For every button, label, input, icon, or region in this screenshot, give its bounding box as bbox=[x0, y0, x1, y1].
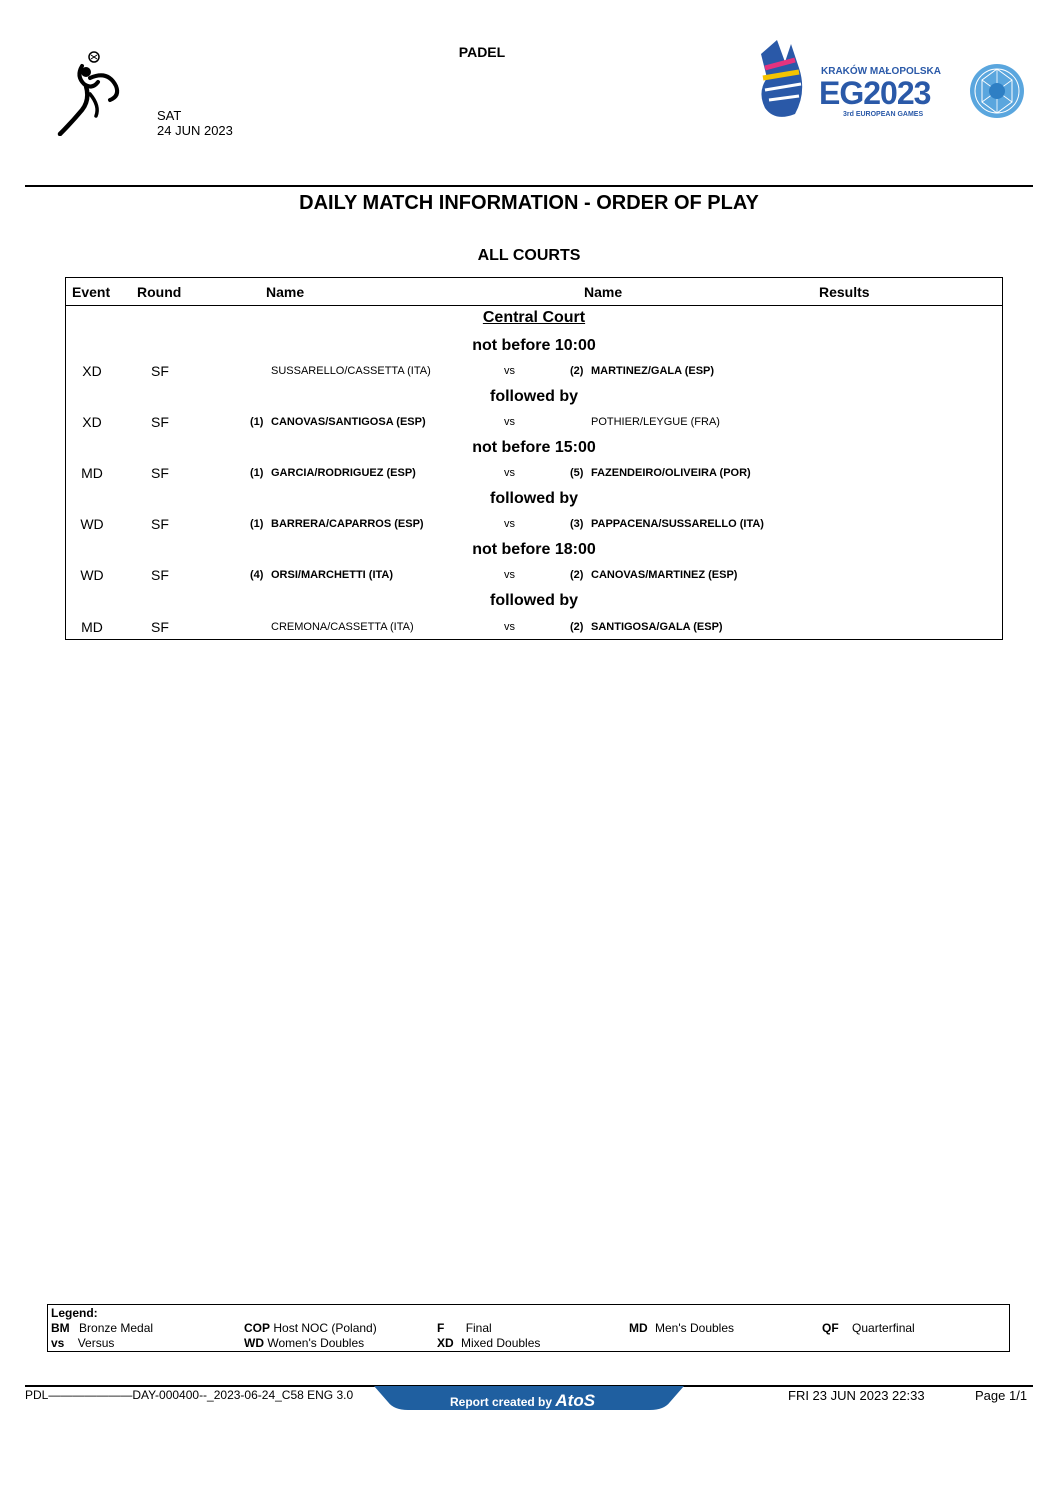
document-code: PDL———————DAY-000400--_2023-06-24_C58 ENG 3.0 bbox=[25, 1388, 354, 1402]
team-b: MARTINEZ/GALA (ESP) bbox=[591, 365, 715, 377]
col-name-a: Name bbox=[266, 284, 305, 300]
event-code: WD bbox=[80, 567, 104, 583]
page-number: Page 1/1 bbox=[975, 1388, 1028, 1403]
host-emblem-icon bbox=[968, 62, 1026, 120]
col-event: Event bbox=[72, 284, 111, 300]
versus: vs bbox=[504, 569, 515, 581]
team-a: SUSSARELLO/CASSETTA (ITA) bbox=[271, 365, 431, 377]
padel-pictogram-icon bbox=[56, 50, 128, 136]
logo-text-main: EG2023 bbox=[819, 75, 931, 111]
time-separator: not before 18:00 bbox=[472, 541, 596, 558]
event-code: XD bbox=[82, 414, 102, 430]
legend-item bbox=[437, 1321, 492, 1335]
time-separator: followed by bbox=[490, 490, 578, 507]
event-code: MD bbox=[81, 619, 103, 635]
event-code: MD bbox=[81, 465, 103, 481]
table-row bbox=[66, 365, 1002, 385]
team-b: CANOVAS/MARTINEZ (ESP) bbox=[591, 569, 738, 581]
time-separator: followed by bbox=[490, 592, 578, 609]
legend-code: QF bbox=[822, 1321, 839, 1335]
legend-item bbox=[822, 1321, 915, 1335]
legend-label: Host NOC (Poland) bbox=[273, 1321, 377, 1335]
team-b: FAZENDEIRO/OLIVEIRA (POR) bbox=[591, 467, 751, 479]
versus: vs bbox=[504, 365, 515, 377]
time-separator: not before 15:00 bbox=[472, 439, 596, 456]
legend-label: Versus bbox=[77, 1336, 115, 1350]
table-header bbox=[66, 278, 1002, 306]
atos-logo: AtoS bbox=[555, 1391, 596, 1410]
legend-code: XD bbox=[437, 1336, 454, 1350]
session-date-value: 24 JUN 2023 bbox=[157, 123, 233, 138]
team-a: ORSI/MARCHETTI (ITA) bbox=[271, 569, 394, 581]
seed-b: (2) bbox=[570, 365, 584, 377]
generated-date: FRI 23 JUN 2023 22:33 bbox=[788, 1388, 925, 1403]
versus: vs bbox=[504, 518, 515, 530]
team-b: PAPPACENA/SUSSARELLO (ITA) bbox=[591, 518, 764, 530]
legend-item bbox=[51, 1321, 153, 1335]
table-row bbox=[66, 518, 1002, 538]
table-row bbox=[66, 569, 1002, 589]
event-code: WD bbox=[80, 516, 104, 532]
legend-label: Quarterfinal bbox=[852, 1321, 915, 1335]
team-b: SANTIGOSA/GALA (ESP) bbox=[591, 621, 723, 633]
team-b: POTHIER/LEYGUE (FRA) bbox=[591, 416, 720, 428]
seed-a: (1) bbox=[250, 518, 264, 530]
report-credit-text: Report created by bbox=[450, 1395, 553, 1409]
round-code: SF bbox=[151, 465, 169, 481]
legend-item bbox=[51, 1336, 114, 1350]
legend-label: Bronze Medal bbox=[79, 1321, 154, 1335]
seed-b: (5) bbox=[570, 467, 584, 479]
report-credit bbox=[450, 1391, 595, 1411]
table-row bbox=[66, 416, 1002, 436]
legend-item bbox=[244, 1321, 377, 1335]
legend-box bbox=[47, 1304, 1010, 1352]
document-subtitle: ALL COURTS bbox=[477, 247, 581, 264]
session-date bbox=[157, 108, 233, 138]
legend-label: Final bbox=[465, 1321, 492, 1335]
col-name-b: Name bbox=[584, 284, 623, 300]
session-day: SAT bbox=[157, 108, 182, 123]
col-results: Results bbox=[819, 284, 870, 300]
seed-a: (1) bbox=[250, 416, 264, 428]
round-code: SF bbox=[151, 619, 169, 635]
round-code: SF bbox=[151, 567, 169, 583]
legend-label: Women's Doubles bbox=[267, 1336, 365, 1350]
legend-item bbox=[629, 1321, 734, 1335]
seed-a: (1) bbox=[250, 467, 264, 479]
logo-text-bottom: 3rd EUROPEAN GAMES bbox=[843, 111, 924, 118]
round-code: SF bbox=[151, 363, 169, 379]
team-a: GARCIA/RODRIGUEZ (ESP) bbox=[271, 467, 416, 479]
legend-code: COP bbox=[244, 1321, 271, 1335]
legend-code: MD bbox=[629, 1321, 648, 1335]
versus: vs bbox=[504, 621, 515, 633]
legend-code: vs bbox=[51, 1336, 65, 1350]
legend-item bbox=[244, 1336, 364, 1350]
versus: vs bbox=[504, 467, 515, 479]
seed-b: (2) bbox=[570, 569, 584, 581]
logo-text-top: KRAKÓW MAŁOPOLSKA bbox=[821, 66, 941, 77]
legend-code: F bbox=[437, 1321, 445, 1335]
document-title: DAILY MATCH INFORMATION - ORDER OF PLAY bbox=[299, 192, 759, 214]
table-row bbox=[66, 621, 1002, 641]
team-a: CREMONA/CASSETTA (ITA) bbox=[271, 621, 414, 633]
seed-b: (2) bbox=[570, 621, 584, 633]
versus: vs bbox=[504, 416, 515, 428]
legend-label: Men's Doubles bbox=[655, 1321, 735, 1335]
order-of-play-table bbox=[65, 277, 1003, 640]
european-games-logo bbox=[755, 38, 955, 120]
sport-name: PADEL bbox=[458, 44, 506, 60]
seed-a: (4) bbox=[250, 569, 264, 581]
col-round: Round bbox=[137, 284, 182, 300]
round-code: SF bbox=[151, 516, 169, 532]
time-separator: not before 10:00 bbox=[472, 337, 596, 354]
legend-item bbox=[437, 1336, 540, 1350]
seed-b: (3) bbox=[570, 518, 584, 530]
legend-title: Legend: bbox=[51, 1306, 98, 1320]
legend-code: WD bbox=[244, 1336, 264, 1350]
header-rule bbox=[25, 185, 1033, 187]
court-name: Central Court bbox=[482, 309, 586, 326]
legend-code: BM bbox=[51, 1321, 70, 1335]
round-code: SF bbox=[151, 414, 169, 430]
team-a: BARRERA/CAPARROS (ESP) bbox=[271, 518, 424, 530]
legend-label: Mixed Doubles bbox=[461, 1336, 541, 1350]
time-separator: followed by bbox=[490, 388, 578, 405]
event-code: XD bbox=[82, 363, 102, 379]
team-a: CANOVAS/SANTIGOSA (ESP) bbox=[271, 416, 426, 428]
table-row bbox=[66, 467, 1002, 487]
